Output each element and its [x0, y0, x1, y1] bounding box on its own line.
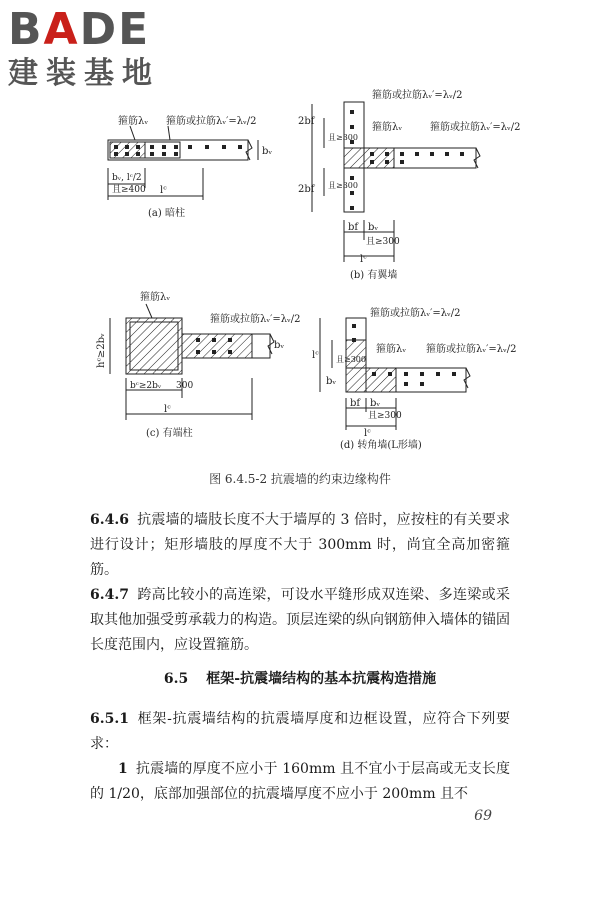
item-number: 1	[118, 761, 128, 777]
b-sub-caption: (b) 有翼墙	[350, 270, 398, 281]
d-lc-label: lᶜ	[364, 428, 371, 439]
clause-number: 6.5.1	[90, 711, 129, 727]
section-title: 框架-抗震墙结构的基本抗震构造措施	[206, 671, 437, 687]
section-number: 6.5	[163, 671, 189, 687]
c-lc-label: lᶜ	[164, 404, 171, 415]
a-tie-label: 箍筋或拉筋λᵥ′=λᵥ/2	[166, 116, 257, 127]
clause-text: 框架-抗震墙结构的抗震墙厚度和边框设置，应符合下列要求：	[90, 711, 510, 752]
clause-647	[90, 583, 510, 658]
b-ge300-bot-label: 且≥300	[328, 181, 358, 190]
logo-latin: BADE	[8, 4, 151, 55]
b-gt300-label: 且≥300	[366, 237, 400, 247]
d-tie-top-label: 箍筋或拉筋λᵥ′=λᵥ/2	[370, 308, 461, 319]
c-hc-label: hᶜ≥2bᵥ	[96, 333, 107, 368]
clause-651	[90, 707, 510, 757]
item-text: 抗震墙的厚度不应小于 160mm 且不宜小于层高或无支长度的 1/20，底部加强部位的抗震墙厚度不应小于 200mm 且不	[90, 761, 510, 802]
b-tie-top-label: 箍筋或拉筋λᵥ′=λᵥ/2	[372, 90, 463, 101]
item-1	[90, 757, 510, 807]
clause-646	[90, 508, 510, 583]
b-lc-label: lᶜ	[360, 254, 367, 265]
d-sub-caption: (d) 转角墙(L形墙)	[340, 440, 422, 451]
c-sub-caption: (c) 有端柱	[146, 428, 193, 439]
b-stirrup-label: 箍筋λᵥ	[372, 122, 403, 133]
c-bw-label: bᵥ	[274, 340, 285, 351]
clause-number: 6.4.6	[90, 512, 129, 528]
a-lc-label: lᶜ	[160, 185, 167, 196]
clause-text: 抗震墙的墙肢长度不大于墙厚的 3 倍时，应按柱的有关要求进行设计；矩形墙肢的厚度不大于 300mm 时，尚宜全高加密箍筋。	[90, 512, 510, 578]
d-ge300-label: 且≥300	[336, 355, 366, 364]
b-2bf-top-label: 2bf	[298, 116, 315, 127]
figure-caption: 图 6.4.5-2 抗震墙的约束边缘构件	[209, 472, 391, 486]
d-gt300-label: 且≥300	[368, 411, 402, 421]
d-lc-v-label: lᶜ	[312, 350, 319, 361]
b-tie-right-label: 箍筋或拉筋λᵥ′=λᵥ/2	[430, 122, 521, 133]
d-bw-v-label: bᵥ	[326, 376, 337, 387]
d-bf-label: bf	[350, 398, 361, 409]
a-dim1-label: bᵥ, lᶜ/2	[112, 173, 142, 183]
c-stirrup-label: 箍筋λᵥ	[140, 292, 171, 303]
page-number: 69	[474, 808, 492, 824]
d-stirrup-label: 箍筋λᵥ	[376, 344, 407, 355]
d-tie-right-label: 箍筋或拉筋λᵥ′=λᵥ/2	[426, 344, 517, 355]
b-bf-label: bf	[348, 222, 359, 233]
b-bw-label: bᵥ	[368, 222, 379, 233]
a-sub-caption: (a) 暗柱	[148, 208, 185, 219]
clause-number: 6.4.7	[90, 587, 129, 603]
a-bw-label: bᵥ	[262, 146, 273, 157]
section-heading	[0, 668, 600, 688]
c-bc-label: bᶜ≥2bᵥ	[130, 381, 162, 391]
b-2bf-bot-label: 2bf	[298, 184, 315, 195]
logo-chinese: 建装基地	[8, 56, 160, 91]
a-stirrup-label: 箍筋λᵥ	[118, 116, 149, 127]
b-ge300-top-label: 且≥300	[328, 133, 358, 142]
c-tie-label: 箍筋或拉筋λᵥ′=λᵥ/2	[210, 314, 301, 325]
logo-accent-letter: A	[43, 4, 80, 55]
clause-text: 跨高比较小的高连梁，可设水平缝形成双连梁、多连梁或采取其他加强受剪承载力的构造。顶层连梁的纵向钢筋伸入墙体的锚固长度范围内，应设置箍筋。	[90, 587, 510, 653]
d-bw-label: bᵥ	[370, 398, 381, 409]
c-300-label: 300	[176, 381, 194, 391]
a-dim2-label: 且≥400	[112, 185, 146, 195]
